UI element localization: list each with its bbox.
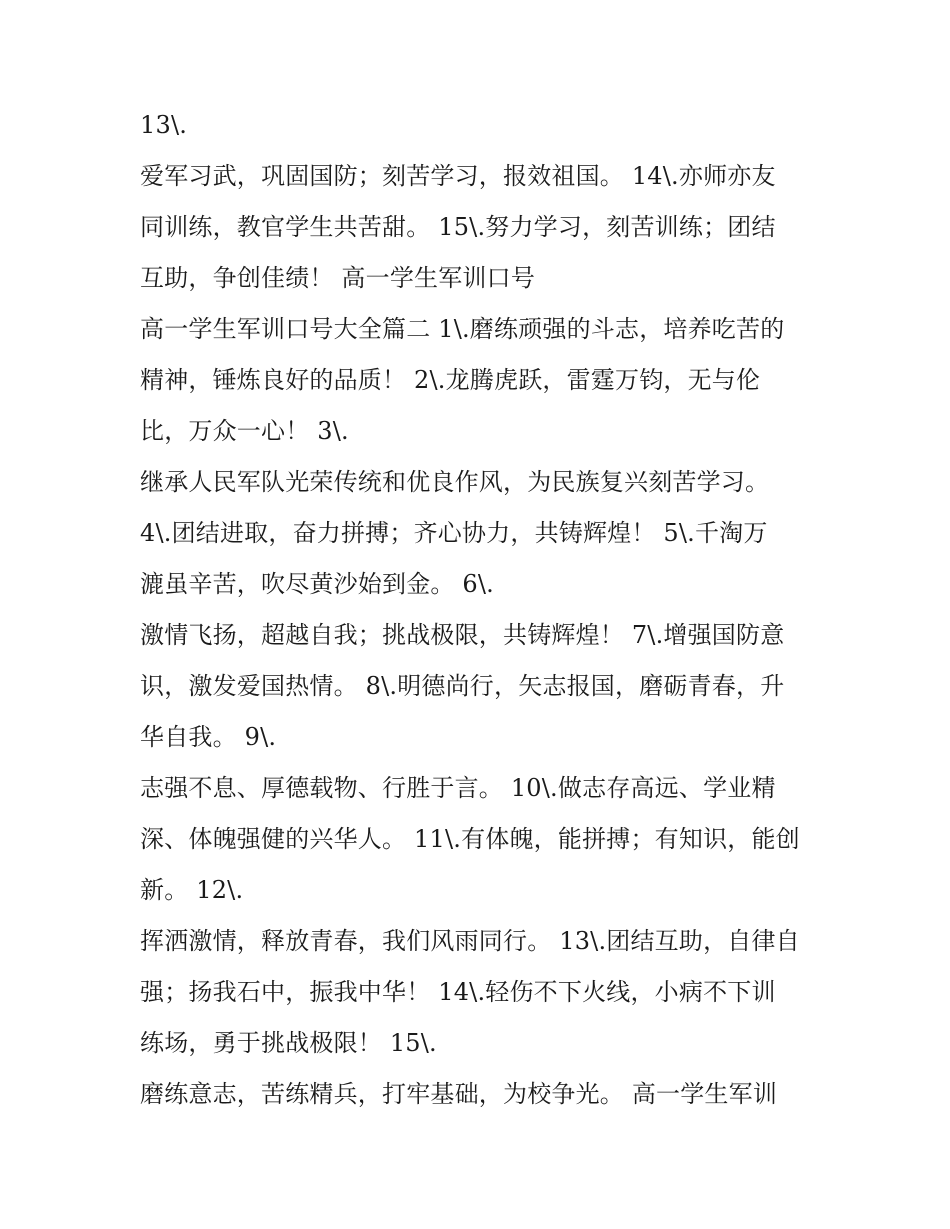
text-line: 同训练，教官学生共苦甜。 15\.努力学习，刻苦训练；团结 xyxy=(140,213,776,241)
text-line: 精神，锤炼良好的品质！ 2\.龙腾虎跃，雷霆万钧，无与伦 xyxy=(140,366,761,394)
text-line: 新。 12\. xyxy=(140,876,244,904)
text-line: 高一学生军训口号大全篇二 1\.磨练顽强的斗志，培养吃苦的 xyxy=(140,315,785,343)
text-line: 继承人民军队光荣传统和优良作风，为民族复兴刻苦学习。 xyxy=(140,468,770,496)
text-line: 13\. xyxy=(140,111,188,139)
text-line: 互助，争创佳绩！ 高一学生军训口号 xyxy=(140,264,536,292)
text-line: 爱军习武，巩固国防；刻苦学习，报效祖国。 14\.亦师亦友 xyxy=(140,162,776,190)
text-line: 4\.团结进取，奋力拼搏；齐心协力，共铸辉煌！ 5\.千淘万 xyxy=(140,519,768,547)
text-line: 深、体魄强健的兴华人。 11\.有体魄，能拼搏；有知识，能创 xyxy=(140,825,800,853)
text-line: 华自我。 9\. xyxy=(140,723,277,751)
document-body xyxy=(140,100,830,1120)
text-line: 漉虽辛苦，吹尽黄沙始到金。 6\. xyxy=(140,570,495,598)
text-line: 练场，勇于挑战极限！ 15\. xyxy=(140,1029,437,1057)
text-line: 比，万众一心！ 3\. xyxy=(140,417,349,445)
text-line: 志强不息、厚德载物、行胜于言。 10\.做志存高远、学业精 xyxy=(140,774,776,802)
text-line: 挥洒激情，释放青春，我们风雨同行。 13\.团结互助，自律自 xyxy=(140,927,800,955)
text-line: 激情飞扬，超越自我；挑战极限，共铸辉煌！ 7\.增强国防意 xyxy=(140,621,785,649)
text-line: 识，激发爱国热情。 8\.明德尚行，矢志报国，磨砺青春，升 xyxy=(140,672,785,700)
text-line: 强；扬我石中，振我中华！ 14\.轻伤不下火线，小病不下训 xyxy=(140,978,776,1006)
text-line: 磨练意志，苦练精兵，打牢基础，为校争光。 高一学生军训 xyxy=(140,1080,778,1108)
